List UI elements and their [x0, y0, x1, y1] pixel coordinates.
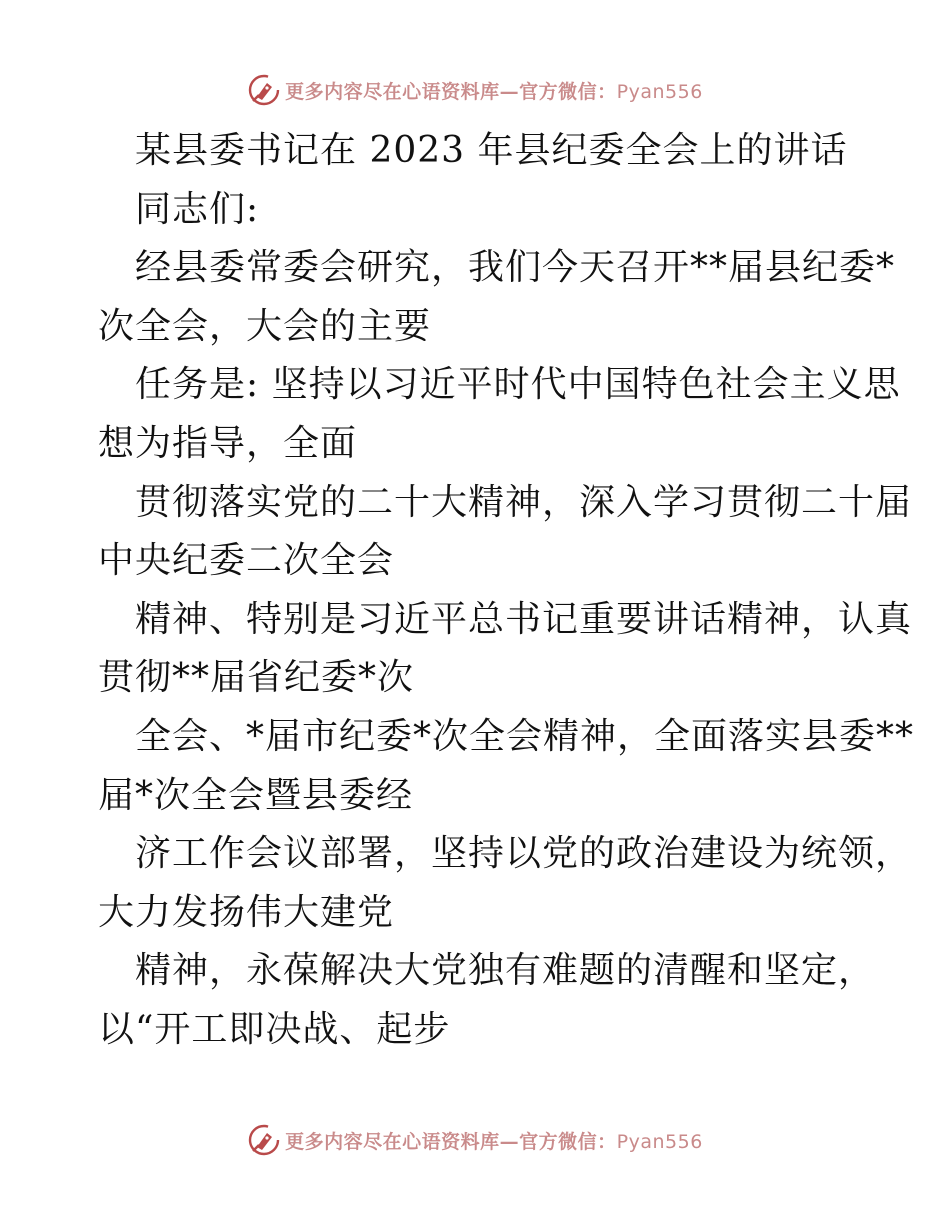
watermark-text: 更多内容尽在心语资料库—官方微信：Pyan556 [285, 80, 703, 103]
paragraph-line: 次全会，大会的主要 [98, 305, 432, 347]
paragraph-line: 贯彻**届省纪委*次 [98, 657, 415, 699]
paragraph-line: 中央纪委二次全会 [98, 540, 395, 582]
paragraph-line: 精神、特别是习近平总书记重要讲话精神，认真 [135, 598, 913, 640]
watermark-wechat-id: Pyan556 [616, 1130, 703, 1153]
pen-nib-logo-icon [247, 1123, 281, 1157]
paragraph-line: 大力发扬伟大建党 [98, 891, 395, 933]
paragraph-line: 精神，永葆解决大党独有难题的清醒和坚定， [135, 950, 876, 992]
document-title: 某县委书记在 2023 年县纪委全会上的讲话 [135, 130, 848, 171]
paragraph-line: 济工作会议部署，坚持以党的政治建设为统领， [135, 833, 913, 875]
paragraph-line: 届*次全会暨县委经 [98, 774, 414, 816]
footer-watermark [0, 1120, 950, 1160]
pen-nib-logo-icon [247, 73, 281, 107]
paragraph-line: 想为指导，全面 [98, 422, 358, 464]
watermark-text: 更多内容尽在心语资料库—官方微信：Pyan556 [285, 1130, 703, 1153]
header-watermark [0, 70, 950, 110]
watermark-wechat-id: Pyan556 [616, 80, 703, 103]
paragraph-line: 全会、*届市纪委*次全会精神，全面落实县委** [135, 715, 915, 757]
paragraph-line: 任务是: 坚持以习近平时代中国特色社会主义思 [135, 364, 901, 406]
paragraph-line: 贯彻落实党的二十大精神，深入学习贯彻二十届 [135, 481, 913, 523]
document-body [98, 122, 915, 1060]
paragraph-line: 以“开工即决战、起步 [98, 1008, 451, 1050]
paragraph-line: 经县委常委会研究，我们今天召开**届县纪委* [135, 247, 896, 289]
salutation: 同志们: [135, 188, 260, 230]
